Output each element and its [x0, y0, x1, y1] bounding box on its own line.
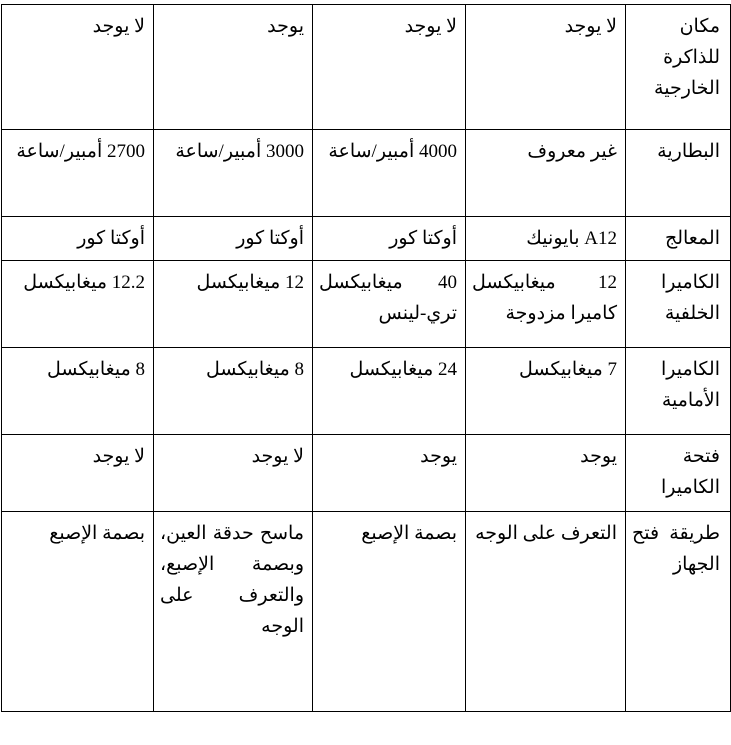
- table-row-external-memory: [2, 5, 731, 130]
- table-cell: لا يوجد: [313, 5, 466, 130]
- table-row-unlock-method: [2, 512, 731, 712]
- table-cell: لا يوجد: [466, 5, 626, 130]
- table-cell: 12 ميغابيكسل كاميرا مزدوجة: [466, 261, 626, 348]
- table-cell: A12 بايونيك: [466, 217, 626, 261]
- table-cell: ماسح حدقة العين، وبصمة الإصبع، والتعرف على الوجه: [154, 512, 313, 712]
- table-cell: 4000 أمبير/ساعة: [313, 130, 466, 217]
- table-row-rear-camera: [2, 261, 731, 348]
- table-cell: 12.2 ميغابيكسل: [2, 261, 154, 348]
- table-cell: 12 ميغابيكسل: [154, 261, 313, 348]
- table-cell: 40 ميغابيكسل تري-لينس: [313, 261, 466, 348]
- table-cell: 8 ميغابيكسل: [2, 348, 154, 435]
- table-cell: بصمة الإصبع: [313, 512, 466, 712]
- table-cell: يوجد: [154, 5, 313, 130]
- table-row-camera-notch: [2, 435, 731, 512]
- table-cell: أوكتا كور: [2, 217, 154, 261]
- table-cell: 7 ميغابيكسل: [466, 348, 626, 435]
- table-cell: غير معروف: [466, 130, 626, 217]
- table-cell: يوجد: [313, 435, 466, 512]
- row-label-camera-notch: فتحة الكاميرا: [626, 435, 731, 512]
- table-cell: أوكتا كور: [154, 217, 313, 261]
- table-cell: 2700 أمبير/ساعة: [2, 130, 154, 217]
- table-cell: أوكتا كور: [313, 217, 466, 261]
- phone-spec-comparison-table: [1, 4, 731, 712]
- table-row-battery: [2, 130, 731, 217]
- table-cell: بصمة الإصبع: [2, 512, 154, 712]
- table-cell: التعرف على الوجه: [466, 512, 626, 712]
- row-label-front-camera: الكاميرا الأمامية: [626, 348, 731, 435]
- table-row-processor: [2, 217, 731, 261]
- row-label-unlock-method: طريقة فتح الجهاز: [626, 512, 731, 712]
- table-cell: يوجد: [466, 435, 626, 512]
- table-row-front-camera: [2, 348, 731, 435]
- table-cell: لا يوجد: [154, 435, 313, 512]
- row-label-external-memory: مكان للذاكرة الخارجية: [626, 5, 731, 130]
- table-cell: لا يوجد: [2, 5, 154, 130]
- table-cell: لا يوجد: [2, 435, 154, 512]
- row-label-battery: البطارية: [626, 130, 731, 217]
- row-label-rear-camera: الكاميرا الخلفية: [626, 261, 731, 348]
- row-label-processor: المعالج: [626, 217, 731, 261]
- table-cell: 3000 أمبير/ساعة: [154, 130, 313, 217]
- table-cell: 24 ميغابيكسل: [313, 348, 466, 435]
- table-cell: 8 ميغابيكسل: [154, 348, 313, 435]
